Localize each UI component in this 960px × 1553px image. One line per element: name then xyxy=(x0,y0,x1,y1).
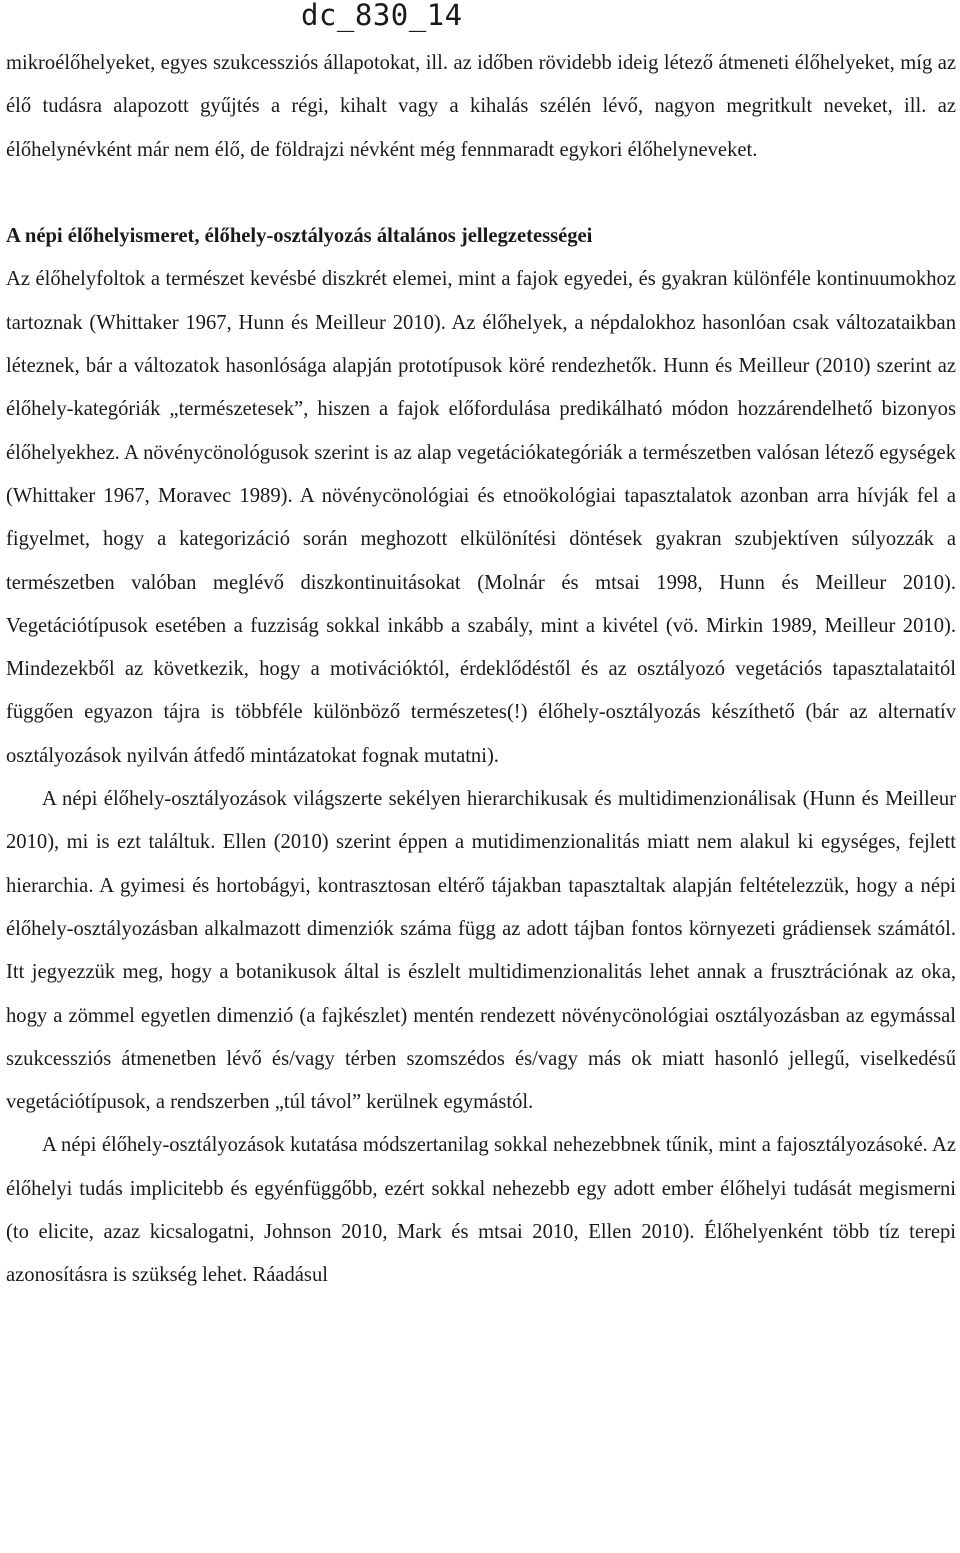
paragraph-2: A népi élőhely-osztályozások világszerte sekélyen hierarchikusak és multidimenzionálisak (Hunn és Meilleur 2010), mi is ezt találtuk. Ellen (2010) szerint éppen a mutidimenzionalitás miatt nem alakul ki egységes, fejlett hierarchia. A gyimesi és hortobágyi, kontrasztosan eltérő tájakban tapasztaltak alapján feltételezzük, hogy a népi élőhely-osztályozásban alkalmazott dimenziók száma függ az adott tájban fontos környezeti grádiensek számától. Itt jegyezzük meg, hogy a botanikusok által is észlelt multidimenzionalitás lehet annak a frusztrációnak az oka, hogy a zömmel egyetlen dimenzió (a fajkészlet) mentén rendezett növénycönológiai osztályozásban az egymással szukcessziós átmenetben lévő és/vagy térben szomszédos és/vagy más ok miatt hasonló jellegű, viselkedésű vegetációtípusok, a rendszerben „túl távol” kerülnek egymástól. xyxy=(6,788,956,1114)
section-heading: A népi élőhelyismeret, élőhely-osztályozás általános jellegzetességei xyxy=(6,225,593,248)
paragraph-continued: mikroélőhelyeket, egyes szukcessziós állapotokat, ill. az időben rövidebb ideig létező átmeneti élőhelyeket, míg az élő tudásra alapozott gyűjtés a régi, kihalt vagy a kihalás szélén lévő, nagyon megritkult neveket, ill. az élőhelynévként már nem élő, de földrajzi névként még fennmaradt egykori élőhelyneveket. xyxy=(6,52,956,161)
paragraph-1: Az élőhelyfoltok a természet kevésbé diszkrét elemei, mint a fajok egyedei, és gyakran különféle kontinuumokhoz tartoznak (Whittaker 1967, Hunn és Meilleur 2010). Az élőhelyek, a népdalokhoz hasonlóan csak változataikban léteznek, bár a változatok hasonlósága alapján prototípusok köré rendezhetők. Hunn és Meilleur (2010) szerint az élőhely-kategóriák „természetesek”, hiszen a fajok előfordulása predikálható módon hozzárendelhető bizonyos élőhelyekhez. A növénycönológusok szerint is az alap vegetációkategóriák a természetben valósan létező egységek (Whittaker 1967, Moravec 1989). A növénycönológiai és etnoökológiai tapasztalatok azonban arra hívják fel a figyelmet, hogy a kategorizáció során meghozott elkülönítési döntések gyakran szubjektíven súlyozzák a természetben valóban meglévő diszkontinuitásokat (Molnár és mtsai 1998, Hunn és Meilleur 2010). Vegetációtípusok esetében a fuzziság sokkal inkább a szabály, mint a kivétel (vö. Mirkin 1989, Meilleur 2010). Mindezekből az következik, hogy a motivációktól, érdeklődéstől és az osztályozó vegetációs tapasztalataitól függően egyazon tájra is többféle különböző természetes(!) élőhely-osztályozás készíthető (bár az alternatív osztályozások nyilván átfedő mintázatokat fognak mutatni). xyxy=(6,268,956,767)
paragraph-3: A népi élőhely-osztályozások kutatása módszertanilag sokkal nehezebbnek tűnik, mint a fajosztályozásoké. Az élőhelyi tudás implicitebb és egyénfüggőbb, ezért sokkal nehezebb egy adott ember élőhelyi tudását megismerni (to elicite, azaz kicsalogatni, Johnson 2010, Mark és mtsai 2010, Ellen 2010). Élőhelyenként több tíz terepi azonosításra is szükség lehet. Ráadásul xyxy=(6,1134,956,1287)
document-id-header: dc_830_14 xyxy=(301,0,463,32)
body-text xyxy=(6,42,956,1298)
